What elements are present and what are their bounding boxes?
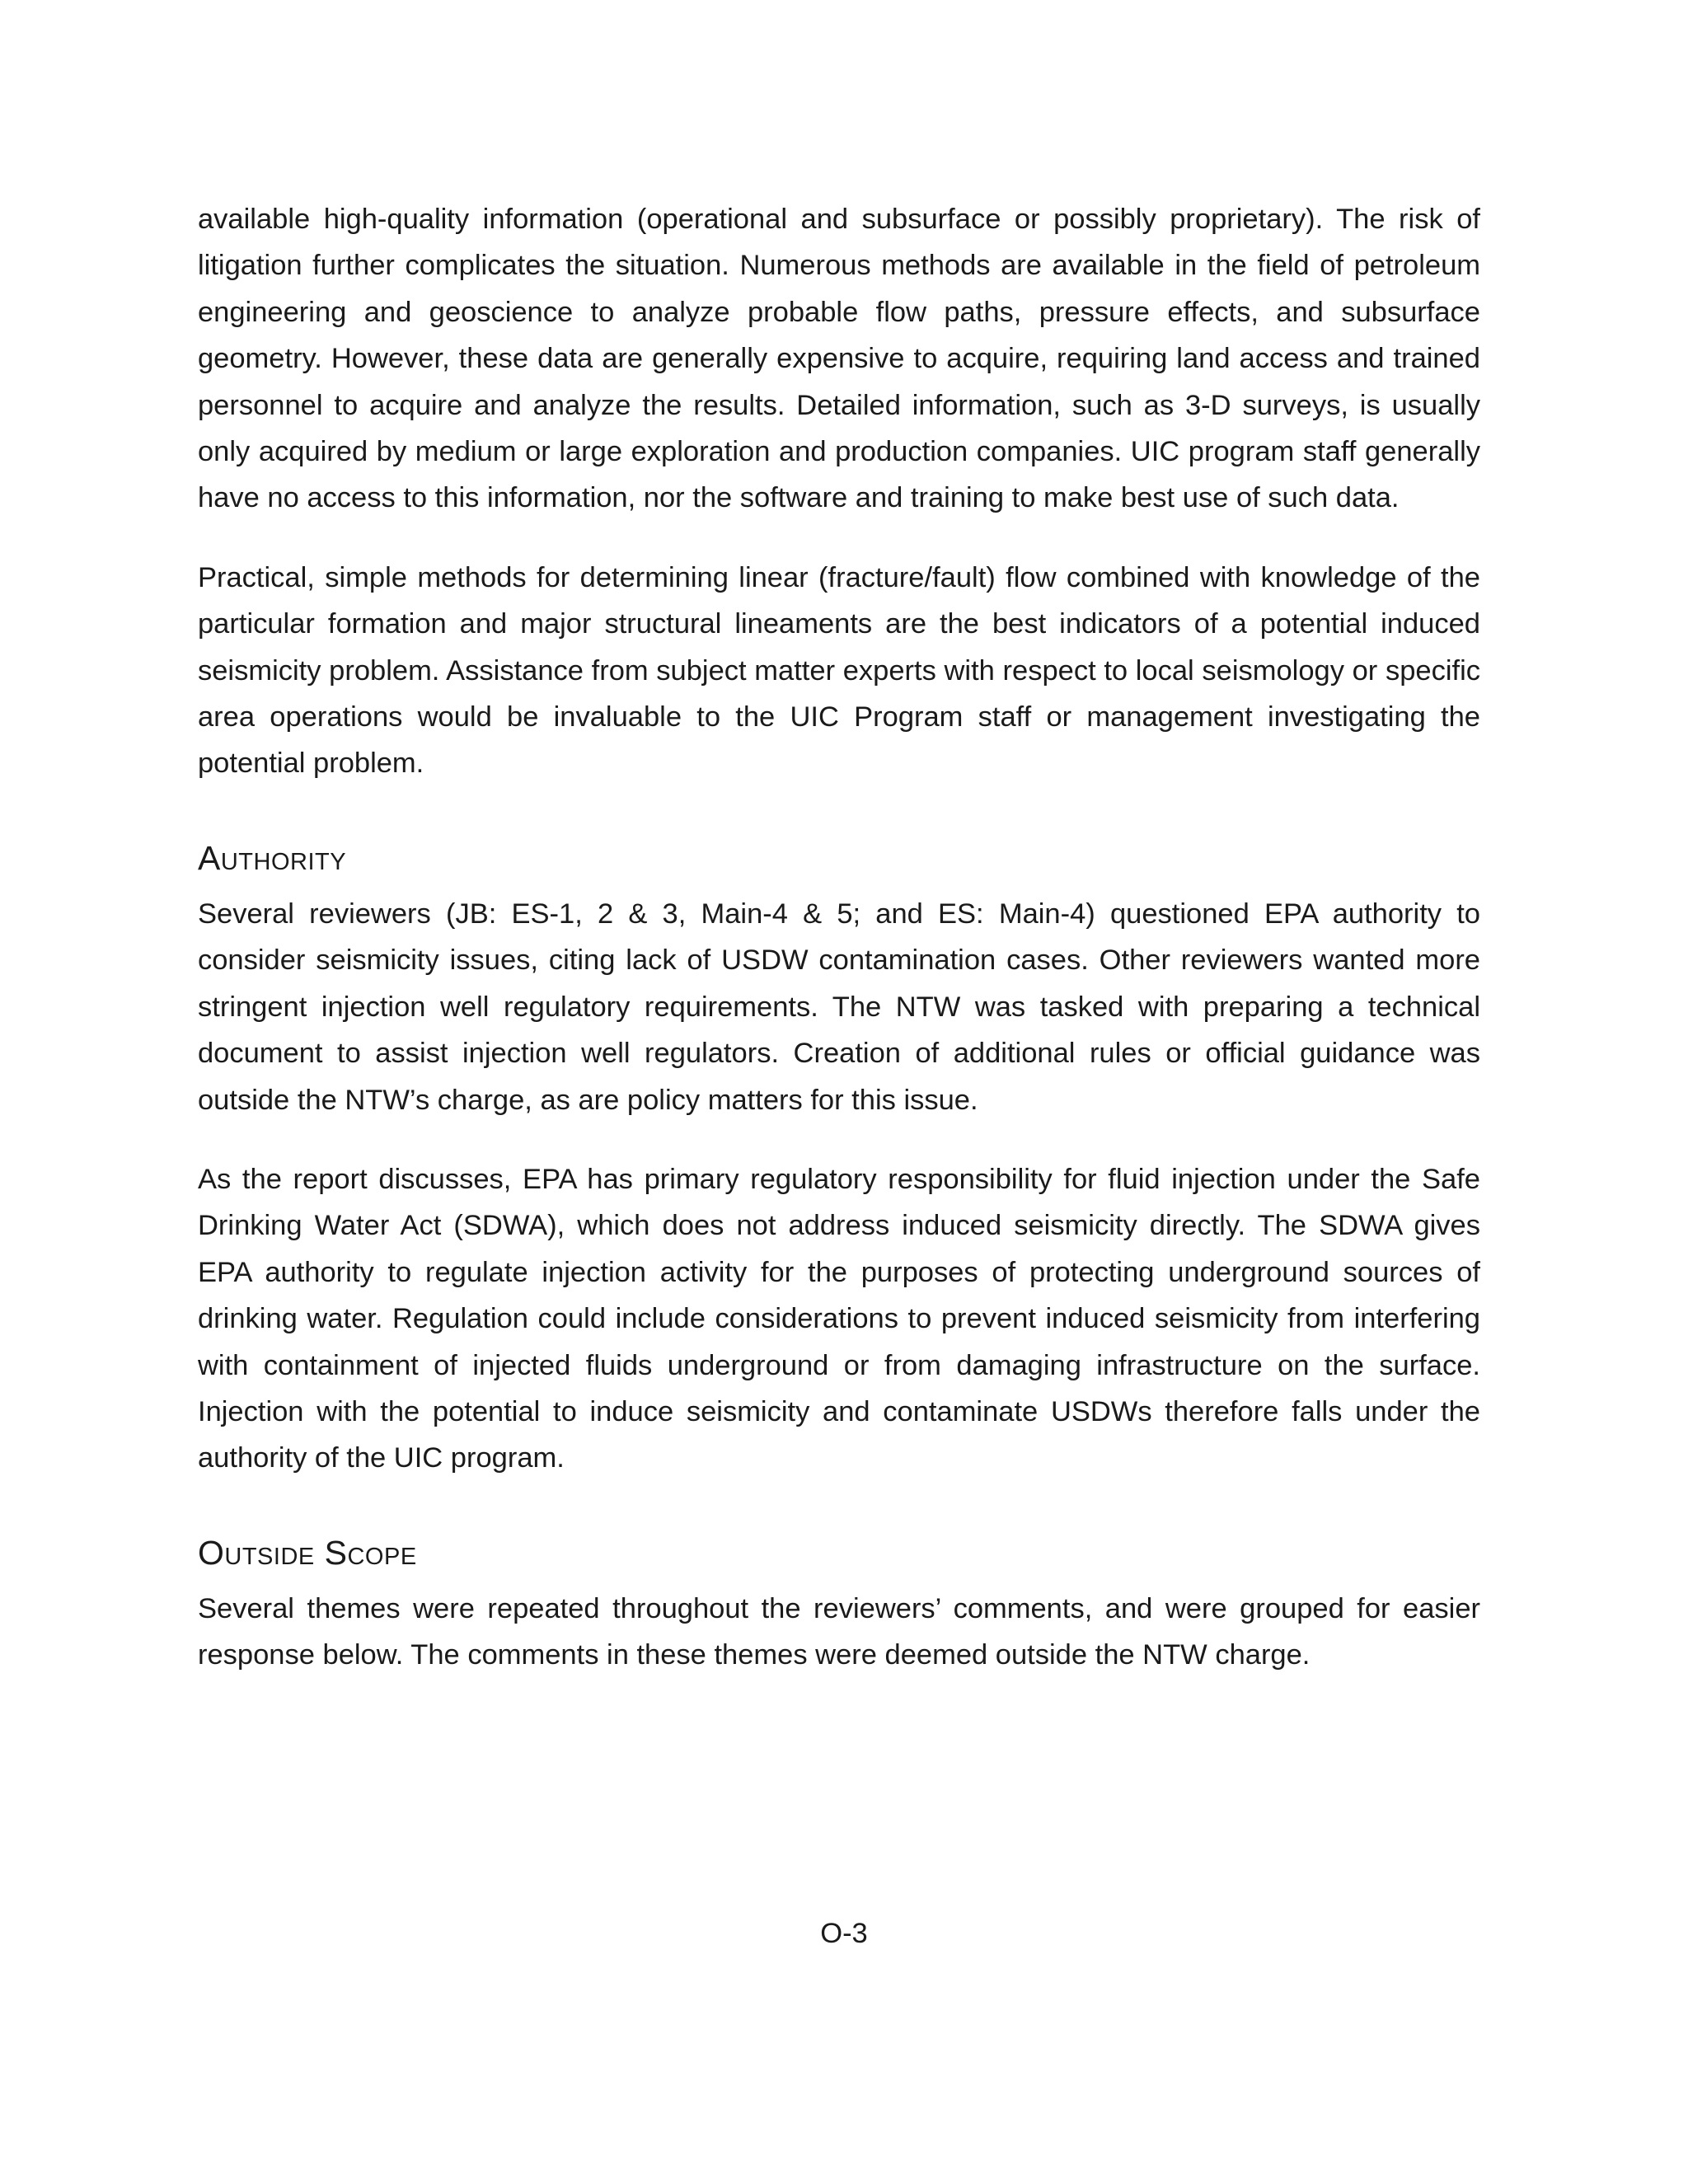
authority-heading: Authority: [198, 838, 347, 877]
outside-scope-section: [198, 1530, 1480, 1679]
outside-scope-paragraph-1: Several themes were repeated throughout the reviewers’ comments, and were grouped for easier response below. The comments in these themes were deemed outside the NTW charge.: [198, 1592, 1480, 1671]
intro-paragraph-2: Practical, simple methods for determining linear (fracture/fault) flow combined with knowledge of the particular formation and major structural lineaments are the best indicators of a potential induced seismicity problem. Assistance from subject matter experts with respect to local seismology or specific area operations would be invaluable to the UIC Program staff or management investigating the potential problem.: [198, 561, 1480, 780]
authority-paragraph-2: As the report discusses, EPA has primary regulatory responsibility for fluid injection under the Safe Drinking Water Act (SDWA), which does not address induced seismicity directly. The SDWA gives EPA authority to regulate injection activity for the purposes of protecting underground sources of drinking water. Regulation could include considerations to prevent induced seismicity from interfering with containment of injected fluids underground or from damaging infrastructure on the surface. Injection with the potential to induce seismicity and contaminate USDWs therefore falls under the authority of the UIC program.: [198, 1163, 1480, 1474]
page-number: O-3: [820, 1918, 868, 1949]
authority-section: [198, 835, 1480, 1482]
authority-paragraph-1: Several reviewers (JB: ES-1, 2 & 3, Main-4 & 5; and ES: Main-4) questioned EPA authority to consider seismicity issues, citing lack of USDW contamination cases. Other reviewers wanted more stringent injection well regulatory requirements. The NTW was tasked with preparing a technical document to assist injection well regulators. Creation of additional rules or official guidance was outside the NTW’s charge, as are policy matters for this issue.: [198, 898, 1480, 1116]
document-page: [198, 196, 1480, 1679]
outside-scope-heading: Outside Scope: [198, 1533, 417, 1572]
intro-paragraph-1: available high-quality information (operational and subsurface or possibly proprietary). The risk of litigation further complicates the situation. Numerous methods are available in the field of petroleum engineering and geoscience to analyze probable flow paths, pressure effects, and subsurface geometry. However, these data are generally expensive to acquire, requiring land access and trained personnel to acquire and analyze the results. Detailed information, such as 3-D surveys, is usually only acquired by medium or large exploration and production companies. UIC program staff generally have no access to this information, nor the software and training to make best use of such data.: [198, 204, 1480, 514]
intro-section: [198, 196, 1480, 787]
